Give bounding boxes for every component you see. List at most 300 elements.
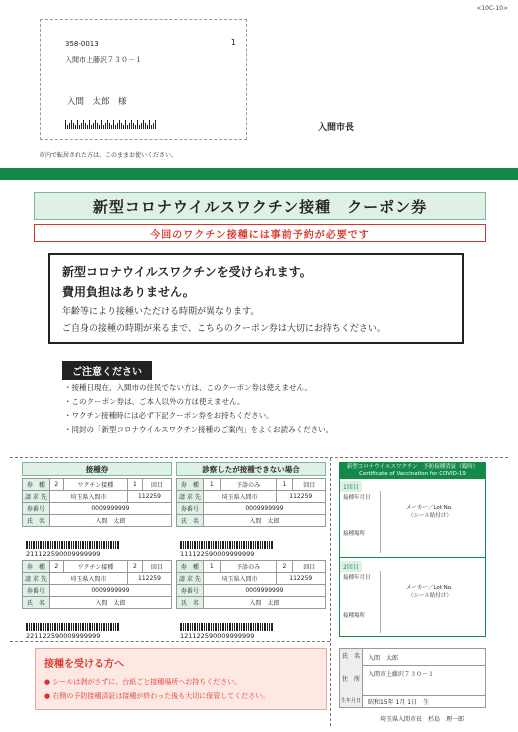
- name-label: 氏 名: [177, 597, 204, 609]
- eligibility-box: [48, 253, 464, 344]
- barcode-bar: [271, 623, 273, 631]
- barcode-bar: [85, 123, 86, 129]
- barcode-bar: [59, 623, 60, 631]
- address-window: [40, 19, 247, 140]
- barcode-bar: [204, 623, 205, 631]
- barcode-bar: [96, 623, 98, 631]
- barcode-bar: [248, 623, 249, 631]
- barcode-bar: [115, 125, 116, 129]
- barcode-bar: [239, 541, 240, 549]
- issuer-label: 請 求 先: [23, 491, 50, 503]
- coupon-header-right: 診察したが接種できない場合: [176, 462, 326, 476]
- barcode-bar: [115, 541, 116, 549]
- barcode-bar: [197, 541, 198, 549]
- barcode-bar: [250, 623, 252, 631]
- barcode-bar: [66, 623, 67, 631]
- issuer-city: 埼玉県入間市: [203, 491, 276, 503]
- place-label: 接種場所: [343, 531, 366, 537]
- barcode-bar: [185, 623, 186, 631]
- coupon-table: [176, 560, 326, 609]
- certificate-dose-1: [340, 481, 485, 492]
- name-label: 氏 名: [23, 597, 50, 609]
- coupon-table: [22, 478, 172, 527]
- number-label: 券番号: [23, 585, 50, 597]
- barcode-bar: [248, 541, 249, 549]
- barcode-bar: [78, 623, 79, 631]
- kind-name: 予診のみ: [220, 561, 276, 573]
- barcode-bar: [225, 541, 226, 549]
- barcode-bar: [94, 541, 95, 549]
- kind-number: 2: [49, 561, 63, 573]
- barcode-bar: [69, 123, 70, 129]
- barcode-bar: [67, 125, 68, 129]
- certificate-title-ja: 新型コロナウイルスワクチン 予防接種済証（臨時）: [346, 464, 479, 470]
- sticker-label: （シール貼付け）: [408, 513, 452, 519]
- person-name-row: [340, 649, 485, 666]
- caution-heading: ご注意ください: [62, 361, 152, 380]
- barcode-bar: [260, 541, 261, 549]
- barcode-bar: [50, 541, 51, 549]
- barcode-bar: [267, 541, 268, 549]
- barcode-bar: [215, 623, 217, 631]
- certificate-title-en: Certificate of Vaccination for COVID-19: [359, 471, 466, 477]
- barcode-bar: [82, 541, 84, 549]
- dose-number: 2: [276, 561, 293, 573]
- issuer-city: 埼玉県入間市: [203, 573, 276, 585]
- barcode-bar: [192, 541, 193, 549]
- barcode-bar: [239, 623, 240, 631]
- issuer-label: 請 求 先: [23, 573, 50, 585]
- issuer-code: 112259: [127, 491, 171, 503]
- dose-number: 1: [276, 479, 293, 491]
- certificate-divider: [340, 557, 485, 558]
- barcode-bar: [115, 623, 116, 631]
- barcode-bar: [73, 123, 74, 129]
- barcode-bar: [109, 123, 110, 129]
- eligibility-line2: 費用負担はありません。: [62, 285, 195, 299]
- barcode-bar: [66, 541, 67, 549]
- caution-item: ・同封の「新型コロナウイルスワクチン接種のご案内」をよくお読みください。: [64, 425, 334, 434]
- caution-list: [64, 381, 333, 437]
- barcode-bar: [106, 623, 107, 631]
- barcode-bar: [99, 623, 100, 631]
- dose-label: 1回目: [340, 481, 362, 492]
- barcode-bar: [232, 623, 233, 631]
- barcode-bar: [133, 123, 134, 129]
- barcode-bar: [241, 541, 242, 549]
- eligibility-line3: 年齢等により接種いただける時期が異なります。: [62, 307, 260, 317]
- barcode-bar: [89, 623, 91, 631]
- barcode-bar: [236, 541, 238, 549]
- barcode-bar: [199, 541, 200, 549]
- postal-code: 358-0013: [65, 40, 99, 48]
- barcode-bar: [192, 623, 193, 631]
- name-label: 氏 名: [23, 515, 50, 527]
- barcode-bar: [253, 623, 254, 631]
- barcode-bar: [99, 125, 100, 129]
- barcode-bar: [110, 623, 112, 631]
- place-label: 接種場所: [343, 613, 366, 619]
- barcode-bar: [87, 541, 88, 549]
- barcode-bar: [151, 125, 152, 129]
- barcode-bar: [94, 623, 95, 631]
- barcode-bar: [206, 623, 207, 631]
- issuer-code: 112259: [127, 573, 171, 585]
- barcode-bar: [33, 541, 35, 549]
- coupon-header-left: 接種券: [22, 462, 172, 476]
- barcode-bar: [97, 123, 98, 129]
- barcode-bar: [82, 623, 84, 631]
- recipients-title: 接種を受ける方へ: [44, 659, 124, 670]
- barcode-bar: [108, 623, 109, 631]
- barcode-bar: [213, 623, 214, 631]
- number-label: 券番号: [177, 503, 204, 515]
- barcode-bar: [113, 623, 114, 631]
- barcode-bar: [208, 541, 210, 549]
- barcode-bar: [215, 541, 217, 549]
- barcode-bar: [269, 541, 270, 549]
- coupon-table: [22, 560, 172, 609]
- coupon-barcode-number: 111122590009999999: [180, 550, 255, 558]
- barcode-bar: [234, 623, 235, 631]
- barcode-bar: [36, 623, 37, 631]
- barcode-bar: [117, 541, 119, 549]
- certificate-header: [340, 463, 485, 479]
- certificate-dose-2: [340, 561, 485, 572]
- kind-label: 券 種: [177, 561, 204, 573]
- barcode-bar: [201, 541, 203, 549]
- barcode-bar: [91, 125, 92, 129]
- barcode-bar: [183, 541, 184, 549]
- barcode-bar: [185, 541, 186, 549]
- date-label: 接種年月日: [343, 495, 371, 501]
- coupon-barcode: [26, 541, 119, 549]
- certificate-issuer: 埼玉県入間市長 杉島 理一郎: [380, 716, 465, 723]
- coupon-name: 入間 太郎: [203, 515, 325, 527]
- coupon-name: 入間 太郎: [49, 515, 171, 527]
- barcode-bar: [213, 541, 214, 549]
- barcode-bar: [75, 623, 77, 631]
- barcode-bar: [73, 541, 74, 549]
- barcode-bar: [71, 541, 72, 549]
- barcode-bar: [257, 541, 259, 549]
- coupon-name: 入間 太郎: [49, 597, 171, 609]
- barcode-bar: [107, 120, 108, 129]
- barcode-bar: [183, 623, 184, 631]
- barcode-bar: [52, 623, 53, 631]
- barcode-bar: [257, 623, 259, 631]
- barcode-bar: [45, 623, 46, 631]
- barcode-bar: [113, 541, 114, 549]
- dose-number: 1: [127, 479, 142, 491]
- barcode-bar: [187, 541, 189, 549]
- barcode-bar: [267, 623, 268, 631]
- barcode-bar: [40, 623, 42, 631]
- barcode-bar: [211, 623, 212, 631]
- kind-label: 券 種: [177, 479, 204, 491]
- document-code: <10C-10>: [476, 5, 508, 12]
- barcode-bar: [99, 541, 100, 549]
- barcode-bar: [64, 541, 65, 549]
- date-label: 接種年月日: [343, 575, 371, 581]
- cut-line-middle: [10, 641, 330, 642]
- barcode-bar: [95, 120, 96, 129]
- barcode-bar: [220, 623, 221, 631]
- barcode-bar: [137, 120, 138, 129]
- maker-label: メーカー／Lot No.: [406, 505, 453, 511]
- barcode-bar: [264, 623, 266, 631]
- barcode-bar: [194, 623, 196, 631]
- barcode-bar: [113, 120, 114, 129]
- dose-suffix: 回目: [293, 561, 326, 573]
- barcode-bar: [229, 541, 231, 549]
- barcode-bar: [87, 623, 88, 631]
- dose-suffix: 回目: [142, 479, 171, 491]
- barcode-bar: [75, 541, 77, 549]
- name-label: 氏 名: [340, 649, 363, 665]
- barcode-bar: [119, 120, 120, 129]
- barcode-bar: [31, 541, 32, 549]
- coupon-number: 0009999999: [203, 503, 325, 515]
- barcode-bar: [255, 541, 256, 549]
- issuer-label: 請 求 先: [177, 491, 204, 503]
- caution-item: ・ワクチン接種時には必ず下記クーポン券をお持ちください。: [64, 411, 274, 420]
- barcode-bar: [36, 541, 37, 549]
- barcode-bar: [262, 623, 263, 631]
- barcode-bar: [75, 125, 76, 129]
- barcode-bar: [253, 541, 254, 549]
- barcode-bar: [61, 623, 63, 631]
- barcode-bar: [71, 623, 72, 631]
- dose-number: 2: [127, 561, 142, 573]
- coupon-barcode-number: 121122590009999999: [180, 632, 255, 640]
- issuer-label: 請 求 先: [177, 573, 204, 585]
- barcode-bar: [180, 541, 182, 549]
- barcode-bar: [234, 541, 235, 549]
- barcode-bar: [255, 623, 256, 631]
- barcode-bar: [89, 541, 91, 549]
- person-name: 入間 太郎: [368, 655, 399, 662]
- issuer-code: 112259: [276, 491, 325, 503]
- person-birth: 昭和15年 1月 1日 生: [368, 699, 430, 706]
- barcode-bar: [85, 623, 86, 631]
- barcode-bar: [227, 623, 228, 631]
- kind-number: 1: [203, 561, 220, 573]
- coupon-barcode: [180, 623, 273, 631]
- barcode-bar: [229, 623, 231, 631]
- barcode-bar: [222, 541, 224, 549]
- coupon-barcode: [26, 623, 119, 631]
- barcode-bar: [106, 541, 107, 549]
- sticker-label: （シール貼付け）: [408, 593, 452, 599]
- caution-item: ・接種日現在、入間市の住民でない方は、このクーポン券は使えません。: [64, 383, 312, 392]
- barcode-bar: [33, 623, 35, 631]
- person-birth-row: [340, 695, 485, 707]
- barcode-bar: [125, 120, 126, 129]
- kind-number: 2: [49, 479, 63, 491]
- name-label: 氏 名: [177, 515, 204, 527]
- coupon-name: 入間 太郎: [203, 597, 325, 609]
- barcode-bar: [101, 541, 102, 549]
- barcode-bar: [57, 541, 58, 549]
- barcode-bar: [180, 623, 182, 631]
- birth-label: 生年月日: [340, 695, 363, 707]
- barcode-bar: [246, 541, 247, 549]
- barcode-bar: [243, 623, 245, 631]
- barcode-bar: [206, 541, 207, 549]
- kind-name: ワクチン接種: [63, 561, 127, 573]
- coupon-title: 新型コロナウイルスワクチン接種 クーポン券: [34, 192, 486, 220]
- barcode-bar: [31, 623, 32, 631]
- barcode-bar: [54, 623, 56, 631]
- eligibility-line1: 新型コロナウイルスワクチンを受けられます。: [62, 265, 312, 279]
- eligibility-line4: ご自身の接種の時期が来るまで、こちらのクーポン券は大切にお持ちください。: [62, 324, 386, 334]
- barcode-bar: [43, 623, 44, 631]
- coupon-barcode: [180, 541, 273, 549]
- vaccination-certificate: [339, 462, 486, 637]
- barcode-bar: [38, 541, 39, 549]
- barcode-bar: [61, 541, 63, 549]
- barcode-bar: [218, 541, 219, 549]
- barcode-bar: [269, 623, 270, 631]
- barcode-bar: [45, 541, 46, 549]
- barcode-bar: [59, 541, 60, 549]
- barcode-bar: [78, 541, 79, 549]
- green-divider: [0, 168, 518, 180]
- barcode-bar: [103, 125, 104, 129]
- number-label: 券番号: [23, 503, 50, 515]
- forward-note: 市内で転居された方は、このままお使いください。: [39, 152, 178, 159]
- barcode-bar: [52, 541, 53, 549]
- barcode-bar: [71, 120, 72, 129]
- barcode-bar: [260, 623, 261, 631]
- barcode-bar: [47, 541, 49, 549]
- barcode-bar: [264, 541, 266, 549]
- coupon-barcode-number: 211122590009999999: [26, 550, 101, 558]
- barcode-bar: [155, 120, 156, 129]
- barcode-bar: [29, 541, 30, 549]
- barcode-bar: [26, 623, 28, 631]
- recipients-line2: ● 右側の予防接種済証は接種が終わった後も大切に保管してください。: [44, 692, 270, 700]
- issuer-city: 埼玉県入間市: [49, 491, 127, 503]
- barcode-bar: [85, 541, 86, 549]
- barcode-bar: [232, 541, 233, 549]
- barcode-bar: [131, 120, 132, 129]
- barcode-bar: [29, 623, 30, 631]
- barcode-bar: [80, 541, 81, 549]
- barcode-bar: [92, 623, 93, 631]
- certificate-col-line: [380, 491, 381, 553]
- barcode-bar: [101, 623, 102, 631]
- barcode-bar: [54, 541, 56, 549]
- barcode-bar: [121, 123, 122, 129]
- person-address-row: [340, 665, 485, 696]
- number-label: 券番号: [177, 585, 204, 597]
- barcode-bar: [80, 623, 81, 631]
- barcode-bar: [108, 541, 109, 549]
- person-info: [339, 648, 486, 708]
- kind-label: 券 種: [23, 479, 50, 491]
- person-address: 入間市上藤沢７３０－１: [368, 671, 435, 678]
- barcode-bar: [190, 623, 191, 631]
- barcode-bar: [222, 623, 224, 631]
- barcode-bar: [117, 623, 119, 631]
- certificate-col-line: [380, 571, 381, 633]
- issuer-name: 入間市長: [318, 123, 355, 133]
- coupon-number: 0009999999: [203, 585, 325, 597]
- barcode-bar: [190, 541, 191, 549]
- barcode-bar: [117, 123, 118, 129]
- barcode-bar: [243, 541, 245, 549]
- barcode-bar: [199, 623, 200, 631]
- coupon-barcode-number: 221122590009999999: [26, 632, 101, 640]
- barcode-bar: [135, 125, 136, 129]
- kind-label: 券 種: [23, 561, 50, 573]
- barcode-bar: [65, 120, 66, 129]
- barcode-bar: [141, 123, 142, 129]
- barcode-bar: [40, 541, 42, 549]
- barcode-bar: [139, 125, 140, 129]
- barcode-bar: [68, 541, 70, 549]
- postal-barcode: [65, 120, 156, 129]
- dose-label: 2回目: [340, 561, 362, 572]
- barcode-bar: [105, 123, 106, 129]
- barcode-bar: [87, 125, 88, 129]
- barcode-bar: [92, 541, 93, 549]
- barcode-bar: [73, 623, 74, 631]
- barcode-bar: [194, 541, 196, 549]
- issuer-city: 埼玉県入間市: [49, 573, 127, 585]
- barcode-bar: [201, 623, 203, 631]
- coupon-table: [176, 478, 326, 527]
- recipient-address: 入間市上藤沢７３０－１: [65, 56, 142, 64]
- barcode-bar: [96, 541, 98, 549]
- barcode-bar: [250, 541, 252, 549]
- barcode-bar: [110, 541, 112, 549]
- barcode-bar: [83, 120, 84, 129]
- barcode-bar: [93, 123, 94, 129]
- barcode-bar: [129, 123, 130, 129]
- barcode-bar: [79, 125, 80, 129]
- coupon-number: 0009999999: [49, 503, 171, 515]
- barcode-bar: [89, 120, 90, 129]
- barcode-bar: [103, 623, 105, 631]
- barcode-bar: [43, 541, 44, 549]
- issuer-code: 112259: [276, 573, 325, 585]
- barcode-bar: [81, 123, 82, 129]
- barcode-bar: [218, 623, 219, 631]
- recipients-line1: ● シールは剥がさずに、台紙ごと接種場所へお持ちください。: [44, 678, 242, 686]
- barcode-bar: [187, 623, 189, 631]
- barcode-bar: [127, 125, 128, 129]
- reservation-notice: 今回のワクチン接種には事前予約が必要です: [34, 224, 486, 242]
- barcode-bar: [147, 125, 148, 129]
- recipient-name: 入間 太郎 様: [67, 97, 127, 107]
- barcode-bar: [38, 623, 39, 631]
- dose-suffix: 回目: [142, 561, 171, 573]
- barcode-bar: [77, 120, 78, 129]
- barcode-bar: [153, 123, 154, 129]
- barcode-bar: [101, 120, 102, 129]
- barcode-bar: [225, 623, 226, 631]
- address-label: 住 所: [340, 665, 363, 695]
- maker-label: メーカー／Lot No.: [406, 585, 453, 591]
- recipients-notice: [35, 648, 327, 710]
- kind-number: 1: [203, 479, 220, 491]
- barcode-bar: [211, 541, 212, 549]
- barcode-bar: [50, 623, 51, 631]
- barcode-bar: [68, 623, 70, 631]
